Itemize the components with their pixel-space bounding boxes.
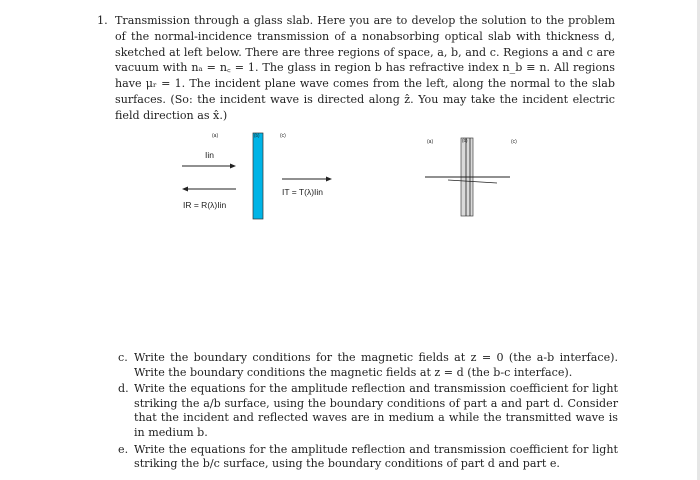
left-figure — [182, 133, 332, 219]
part-d-text: Write the equations for the amplitude reflection and transmission coefficient for light striking the a/b surface, using the boundary conditions of part a and part d. Consider that the incident and reflected waves are in medium a while the transmitted wave is in medium b. — [134, 382, 618, 439]
transmitted-label: IT = T(λ)Iin — [282, 187, 324, 197]
left-region-b-label: (b) — [254, 133, 260, 138]
part-d — [118, 382, 618, 440]
question-parts — [118, 351, 618, 474]
problem-text: Transmission through a glass slab. Here you are to develop the solution to the problem of the normal-incidence transmission of a nonabsorbing optical slab with thickness d, sketched at left below. There are three regions of space, a, b, and c. Regions a and c are vacuum with nₐ = n꜀ = 1. The glass in region b has refractive index n_b ≡ n. All regions have μᵣ = 1. The incident plane wave comes from the left, along the normal to the slab surfaces. (So: the incident wave is directed along ẑ. You may take the incident electric field direction as x̂.) — [115, 14, 615, 122]
reflected-arrowhead — [182, 187, 188, 192]
right-figure — [425, 138, 517, 216]
transmitted-arrowhead — [326, 177, 332, 182]
incident-arrowhead — [230, 164, 236, 169]
left-slab — [253, 133, 263, 219]
right-region-c-label: (c) — [511, 139, 517, 145]
right-region-b-label: (b) — [462, 138, 468, 143]
problem-number: 1. — [97, 14, 108, 27]
left-region-c-label: (c) — [280, 133, 286, 139]
part-e-text: Write the equations for the amplitude reflection and transmission coefficient for light striking the b/c surface, using the boundary conditions of part d and part e. — [134, 442, 618, 471]
part-c-label: c. — [118, 351, 128, 364]
reflected-label: IR = R(λ)Iin — [183, 200, 227, 210]
part-d-label: d. — [118, 382, 129, 396]
left-region-a-label: (a) — [212, 133, 219, 139]
part-c — [118, 351, 618, 380]
part-e-label: e. — [118, 442, 129, 456]
incident-label: Iin — [205, 150, 214, 160]
part-c-text: Write the boundary conditions for the magnetic fields at z = 0 (the a-b interface). Write the boundary conditions the magnetic fields at z = d (the b-c interface). — [134, 351, 618, 379]
part-e — [118, 443, 618, 472]
right-region-a-label: (a) — [427, 139, 434, 145]
